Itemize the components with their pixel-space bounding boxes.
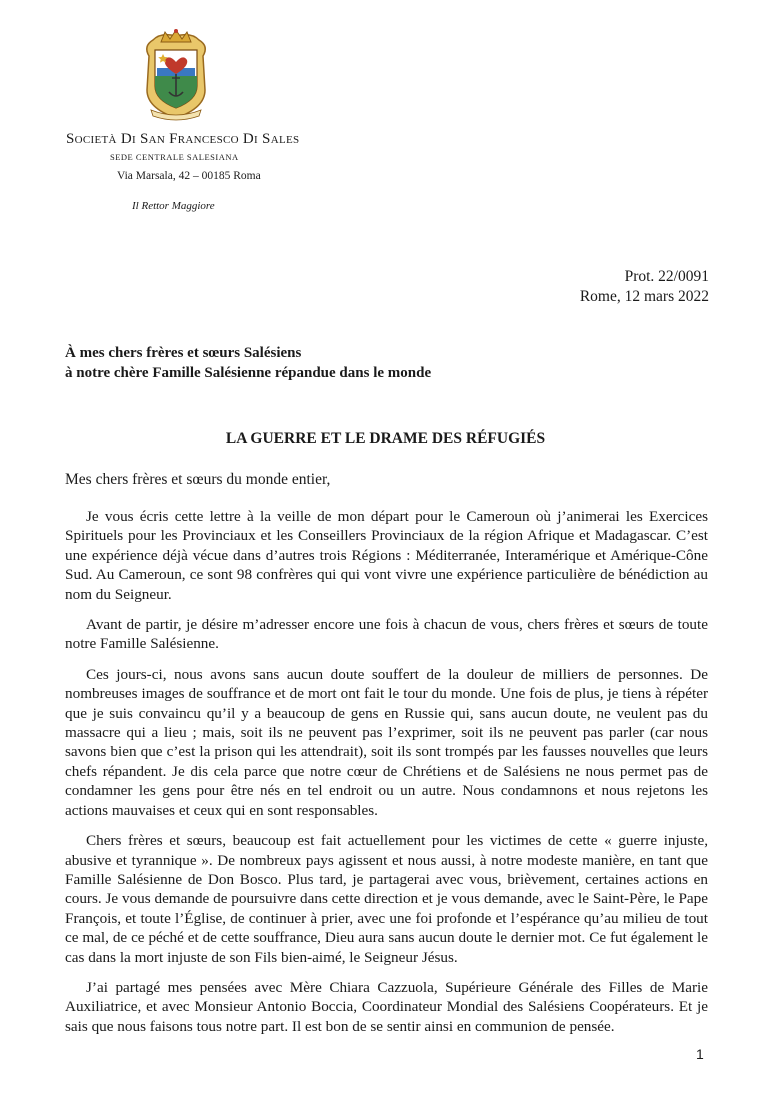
place-date: Rome, 12 mars 2022 <box>579 288 709 305</box>
page-number: 1 <box>696 1046 704 1062</box>
office-title: Il Rettor Maggiore <box>132 200 215 212</box>
reference-block <box>580 267 709 307</box>
recipient-line: à notre chère Famille Salésienne répandue dans le monde <box>65 365 432 381</box>
organization-subtitle: SEDE CENTRALE SALESIANA <box>110 152 239 162</box>
recipients-block <box>65 343 431 383</box>
body-paragraph: Je vous écris cette lettre à la veille de mon départ pour le Cameroun où j’animerai les Exercices Spirituels pour les Provinciaux et les Conseillers Provinciaux de la région Afrique et Madagascar. C’est une expérience déjà vécue dans d’autres trois Régions : Méditerranée, Interamérique et Amérique-Cône Sud. Au Cameroun, ce sont 98 confrères qui qui vont vivre une expérience particulière de bénédiction au nom du Seigneur. <box>65 508 708 603</box>
organization-name: Società Di San Francesco Di Sales <box>66 131 300 147</box>
salesian-crest-icon <box>139 28 213 124</box>
salutation: Mes chers frères et sœurs du monde entier, <box>65 471 331 488</box>
protocol-number: Prot. 22/0091 <box>624 268 709 285</box>
letter-body <box>65 507 708 1047</box>
organization-address: Via Marsala, 42 – 00185 Roma <box>117 170 261 182</box>
body-paragraph: Chers frères et sœurs, beaucoup est fait actuellement pour les victimes de cette « guerre injuste, abusive et tyrannique ». De nombreux pays agissent et nous aussi, à notre modeste manière, en tant que Famille Salésienne de Don Bosco. Plus tard, je partagerai avec vous, brièvement, certaines actions en cours. Je vous demande de poursuivre dans cette direction et je vous demande, avec le Saint-Père, le Pape François, et toute l’Église, de continuer à prier, avec une foi profonde et l’espérance qu’au milieu de tout ce mal, de ce péché et de cette souffrance, Dieu aura sans aucun doute le dernier mot. Ce fut également le cas dans la mort injuste de son Fils bien-aimé, le Seigneur Jésus. <box>65 832 708 966</box>
recipient-line: À mes chers frères et sœurs Salésiens <box>65 345 302 361</box>
body-paragraph: Ces jours-ci, nous avons sans aucun doute souffert de la douleur de milliers de personnes. De nombreuses images de souffrance et de mort ont fait le tour du monde. Une fois de plus, je tiens à répéter que je suis convaincu qu’il y a beaucoup de gens en Russie qui, sans aucun doute, ne veulent pas du massacre qui a lieu ; mais, soit ils ne peuvent pas l’exprimer, soit ils ne peuvent pas parler (car nous savons bien que c’est la prison qui les attendrait), soit ils sont trompés par les fausses nouvelles que leurs chefs répandent. Je dis cela parce que notre cœur de Chrétiens et de Salésiens ne nous permet pas de condamner les gens pour être nés en tel endroit ou un autre. Nous condamnons et nous rejetons les actions mauvaises et ceux qui en sont responsables. <box>65 665 708 819</box>
letter-title: LA GUERRE ET LE DRAME DES RÉFUGIÉS <box>225 430 546 447</box>
body-paragraph: Avant de partir, je désire m’adresser encore une fois à chacun de vous, chers frères et sœurs de toute notre Famille Salésienne. <box>65 616 708 653</box>
body-paragraph: J’ai partagé mes pensées avec Mère Chiara Cazzuola, Supérieure Générale des Filles de Marie Auxiliatrice, et avec Monsieur Antonio Boccia, Coordinateur Mondial des Salésiens Coopérateurs. Et je sais que nous faisons tous notre part. Il est bon de se sentir ainsi en communion de pensée. <box>65 978 708 1035</box>
